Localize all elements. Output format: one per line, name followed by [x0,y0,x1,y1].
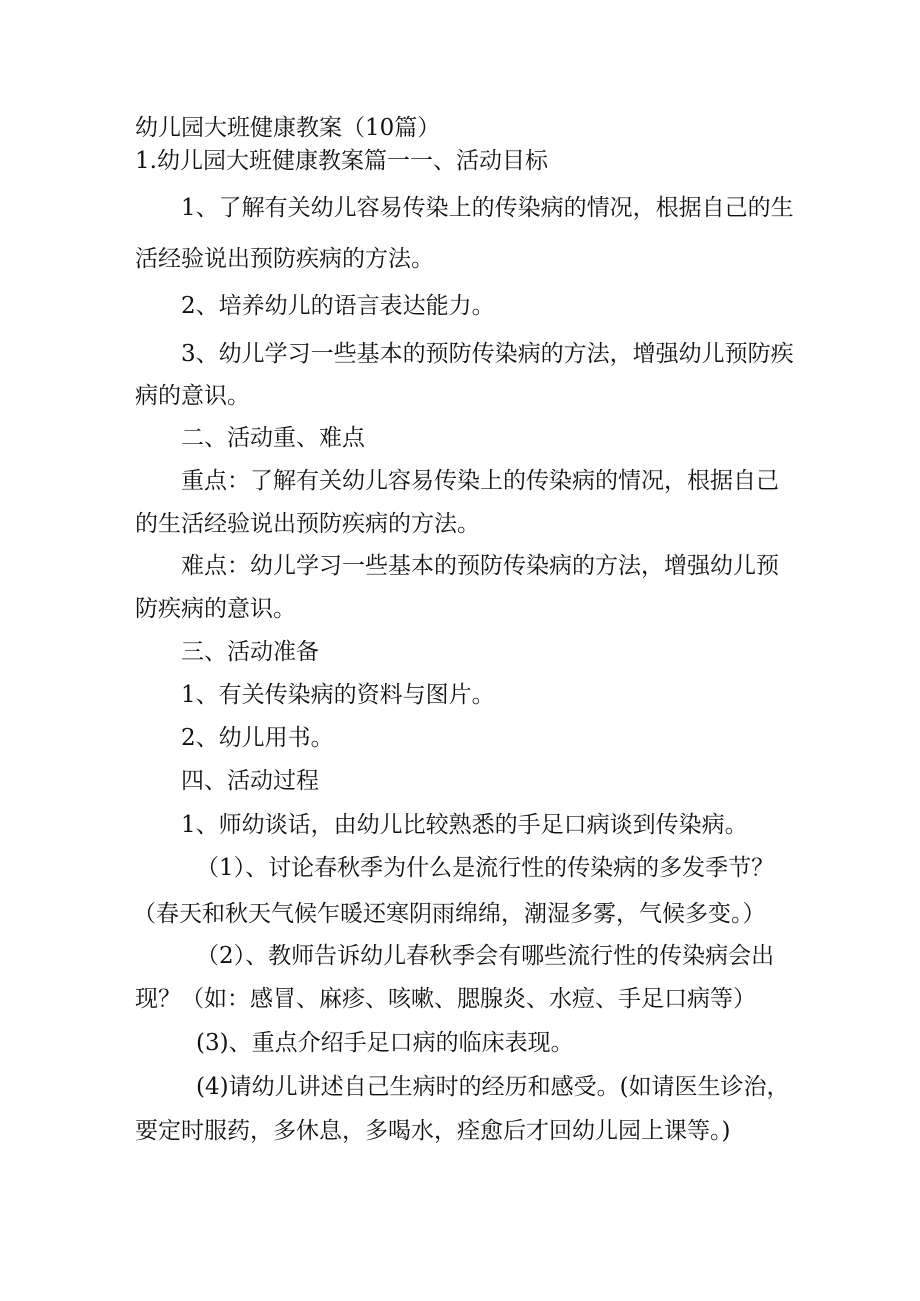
paragraph-line: 重点：了解有关幼儿容易传染上的传染病的情况，根据自己 [181,468,779,494]
section-heading: 1.幼儿园大班健康教案篇一一、活动目标 [135,148,548,174]
section-subheading: 二、活动重、难点 [181,425,365,451]
paragraph-line: 病的意识。 [135,383,250,409]
paragraph-line: (3)、重点介绍手足口病的临床表现。 [196,1030,574,1056]
paragraph-line: 2、培养幼儿的语言表达能力。 [181,293,495,319]
paragraph-line: （2）、教师告诉幼儿春秋季会有哪些流行性的传染病会出 [196,943,775,969]
section-subheading: 四、活动过程 [181,768,319,794]
paragraph-line: (4)请幼儿讲述自己生病时的经历和感受。(如请医生诊治， [196,1074,790,1100]
paragraph-line: （春天和秋天气候乍暖还寒阴雨绵绵，潮湿多雾，气候多变。） [133,901,766,927]
paragraph-line: 难点：幼儿学习一些基本的预防传染病的方法，增强幼儿预 [181,553,779,579]
section-subheading: 三、活动准备 [181,639,319,665]
paragraph-line: 2、幼儿用书。 [181,725,334,751]
paragraph-line: 活经验说出预防疾病的方法。 [135,246,434,272]
paragraph-line: 的生活经验说出预防疾病的方法。 [135,511,480,537]
paragraph-line: 1、师幼谈话，由幼儿比较熟悉的手足口病谈到传染病。 [181,812,748,838]
document-title: 幼儿园大班健康教案（10篇） [135,115,441,141]
paragraph-line: 1、有关传染病的资料与图片。 [181,682,495,708]
paragraph-line: 现？（如：感冒、麻疹、咳嗽、腮腺炎、水痘、手足口病等） [135,986,756,1012]
paragraph-line: （1）、讨论春秋季为什么是流行性的传染病的多发季节？ [196,855,775,881]
paragraph-line: 3、幼儿学习一些基本的预防传染病的方法，增强幼儿预防疾 [181,341,794,367]
paragraph-line: 要定时服药，多休息，多喝水，痊愈后才回幼儿园上课等。) [135,1118,731,1144]
paragraph-line: 1、了解有关幼儿容易传染上的传染病的情况，根据自己的生 [181,195,794,221]
paragraph-line: 防疾病的意识。 [135,596,296,622]
